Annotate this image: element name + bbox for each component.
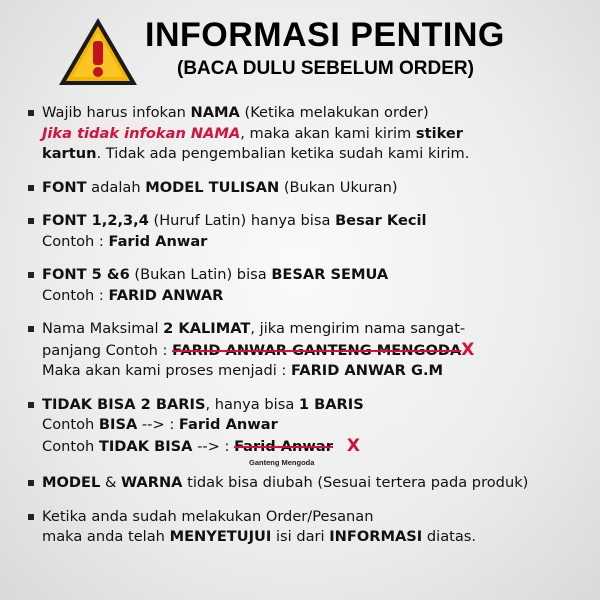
text-bold: INFORMASI (329, 528, 423, 545)
text: (Bukan Latin) bisa (129, 266, 272, 283)
item-line (42, 415, 588, 436)
info-list (28, 103, 588, 561)
text: Maka akan kami proses menjadi : (42, 362, 291, 379)
text: , jika mengirim nama sangat- (250, 320, 466, 337)
header (0, 0, 600, 100)
page-subtitle: (BACA DULU SEBELUM ORDER) (177, 58, 474, 79)
list-item (28, 473, 588, 494)
list-item (28, 395, 588, 467)
second-line-note: Ganteng Mengoda (249, 457, 315, 467)
text-bold: FARID ANWAR (108, 286, 224, 304)
text: maka anda telah (42, 528, 170, 545)
text-bold: MENYETUJUI (169, 528, 272, 545)
list-item (28, 103, 588, 165)
text-bold: Farid Anwar (178, 416, 278, 433)
list-item (28, 319, 588, 382)
text: tidak bisa diubah (Sesuai tertera pada produk) (182, 474, 529, 491)
text: (Huruf Latin) hanya bisa (148, 212, 336, 229)
item-line (42, 319, 588, 340)
text: , maka akan kami kirim (240, 124, 416, 142)
text-bold: 1 BARIS (298, 395, 364, 413)
text: (Ketika melakukan order) (239, 104, 429, 121)
struck-example: FARID ANWAR GANTENG MENGODA (172, 341, 462, 359)
item-line (42, 265, 588, 286)
x-mark-icon: X (346, 435, 360, 456)
list-item (28, 178, 588, 199)
bullet-icon (28, 110, 34, 116)
text: Ketika anda sudah melakukan Order/Pesanan (42, 507, 374, 525)
text: Contoh : (42, 232, 109, 250)
item-line (42, 103, 588, 124)
text-bold: BISA (98, 416, 138, 433)
text: --> : (192, 437, 235, 455)
text: --> : (137, 416, 179, 433)
list-item (28, 211, 588, 252)
text: panjang Contoh : (42, 341, 173, 359)
text-bold: Besar Kecil (335, 212, 427, 229)
bullet-icon (28, 185, 34, 191)
text: & (100, 474, 121, 491)
item-line (42, 178, 588, 199)
text-bold: FONT (42, 178, 87, 196)
text-bold: WARNA (120, 474, 183, 491)
item-line (42, 286, 588, 307)
item-line (42, 507, 588, 528)
text-bold: FONT 5 &6 (42, 266, 130, 283)
text: isi dari (271, 528, 330, 545)
text-bold: MODEL (42, 474, 101, 491)
text: Contoh (42, 416, 99, 433)
text-bold: 2 KALIMAT (163, 320, 251, 337)
text: diatas. (422, 528, 477, 545)
text: , hanya bisa (205, 395, 299, 413)
text-bold: BESAR SEMUA (271, 266, 389, 283)
item-line (42, 435, 588, 467)
bullet-icon (28, 218, 34, 224)
item-line (42, 527, 588, 548)
bullet-icon (28, 480, 34, 486)
struck-example: Farid Anwar (234, 437, 333, 455)
list-item (28, 507, 588, 548)
text: Wajib harus infokan (42, 104, 191, 121)
item-line (42, 395, 588, 416)
item-line (42, 340, 588, 362)
item-line (42, 211, 588, 232)
text-bold: kartun (42, 145, 97, 162)
item-line (42, 361, 588, 382)
text: Contoh : (42, 286, 109, 304)
x-mark-icon: X (461, 339, 475, 360)
bullet-icon (28, 402, 34, 408)
text-bold: NAMA (190, 104, 240, 121)
text: Contoh (42, 437, 99, 455)
text-bold: TIDAK BISA (98, 437, 193, 455)
warning-icon (56, 14, 140, 90)
item-line (42, 473, 588, 494)
page-title: INFORMASI PENTING (145, 16, 505, 54)
bullet-icon (28, 514, 34, 520)
bullet-icon (28, 326, 34, 332)
text: Nama Maksimal (42, 320, 164, 337)
text-bold: FARID ANWAR G.M (290, 362, 444, 379)
text-bold: Farid Anwar (108, 232, 208, 250)
text: . Tidak ada pengembalian ketika sudah kami kirim. (96, 145, 470, 162)
text: (Bukan Ukuran) (279, 178, 398, 196)
text-bold: TIDAK BISA 2 BARIS (42, 395, 206, 413)
text-bold: FONT 1,2,3,4 (42, 212, 149, 229)
warning-text: Jika tidak infokan NAMA (42, 124, 241, 142)
list-item (28, 265, 588, 306)
item-line (42, 232, 588, 253)
item-line (42, 124, 588, 145)
text-bold: MODEL TULISAN (145, 178, 280, 196)
bullet-icon (28, 272, 34, 278)
text-bold: stiker (415, 124, 463, 142)
text: adalah (86, 178, 146, 196)
item-line (42, 144, 588, 165)
